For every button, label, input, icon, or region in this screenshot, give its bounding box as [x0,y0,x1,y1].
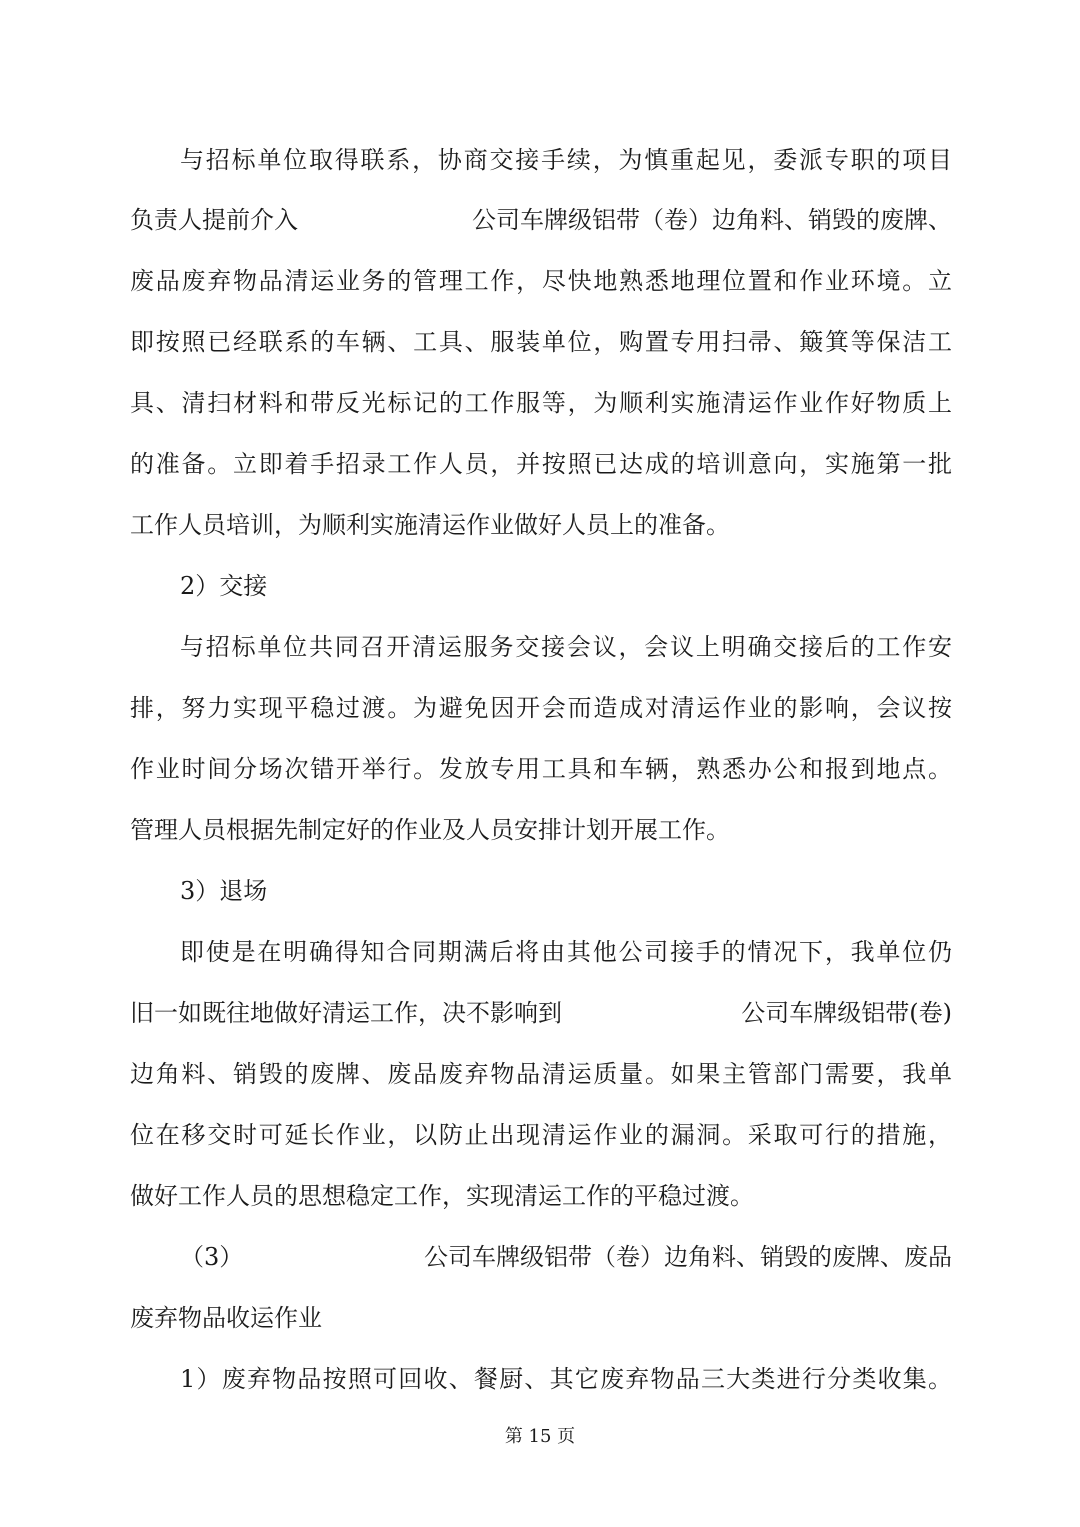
paragraph-line [130,998,952,1028]
paragraph-line: 的准备。立即着手招录工作人员，并按照已达成的培训意向，实施第一批 [130,450,952,478]
paragraph-line: 具、清扫材料和带反光标记的工作服等，为顺利实施清运作业作好物质上 [130,389,952,417]
line-segment: 公司车牌级铝带(卷) [741,999,952,1027]
paragraph-line: 与招标单位共同召开清运服务交接会议，会议上明确交接后的工作安 [180,633,952,661]
paragraph-line: 废品废弃物品清运业务的管理工作，尽快地熟悉地理位置和作业环境。立 [130,267,952,295]
paragraph-line: 即使是在明确得知合同期满后将由其他公司接手的情况下，我单位仍 [180,938,952,966]
line-segment: 公司车牌级铝带（卷）边角料、销毁的废牌、废品 [424,1243,952,1271]
section-heading: 3）退场 [180,877,268,905]
paragraph-line: 做好工作人员的思想稳定工作，实现清运工作的平稳过渡。 [130,1182,754,1210]
paragraph-line: 边角料、销毁的废牌、废品废弃物品清运质量。如果主管部门需要，我单 [130,1060,952,1088]
paragraph-line: 与招标单位取得联系，协商交接手续，为慎重起见，委派专职的项目 [180,146,952,174]
section-heading [180,1242,952,1272]
paragraph-line: 废弃物品收运作业 [130,1304,322,1332]
line-segment: （3） [180,1243,244,1271]
paragraph-line: 1）废弃物品按照可回收、餐厨、其它废弃物品三大类进行分类收集。 [180,1365,952,1393]
line-segment: 负责人提前介入 [130,206,298,234]
paragraph-line [130,205,952,235]
paragraph-line: 作业时间分场次错开举行。发放专用工具和车辆，熟悉办公和报到地点。 [130,755,952,783]
line-segment: 公司车牌级铝带（卷）边角料、销毁的废牌、 [472,206,952,234]
line-segment: 旧一如既往地做好清运工作，决不影响到 [130,999,562,1027]
paragraph-line: 位在移交时可延长作业，以防止出现清运作业的漏洞。采取可行的措施， [130,1121,952,1149]
paragraph-line: 排，努力实现平稳过渡。为避免因开会而造成对清运作业的影响，会议按 [130,694,952,722]
paragraph-line: 管理人员根据先制定好的作业及人员安排计划开展工作。 [130,816,730,844]
section-heading: 2）交接 [180,572,268,600]
paragraph-line: 工作人员培训，为顺利实施清运作业做好人员上的准备。 [130,511,730,539]
paragraph-line: 即按照已经联系的车辆、工具、服装单位，购置专用扫帚、簸箕等保洁工 [130,328,952,356]
page-number: 第 15 页 [504,1426,576,1447]
